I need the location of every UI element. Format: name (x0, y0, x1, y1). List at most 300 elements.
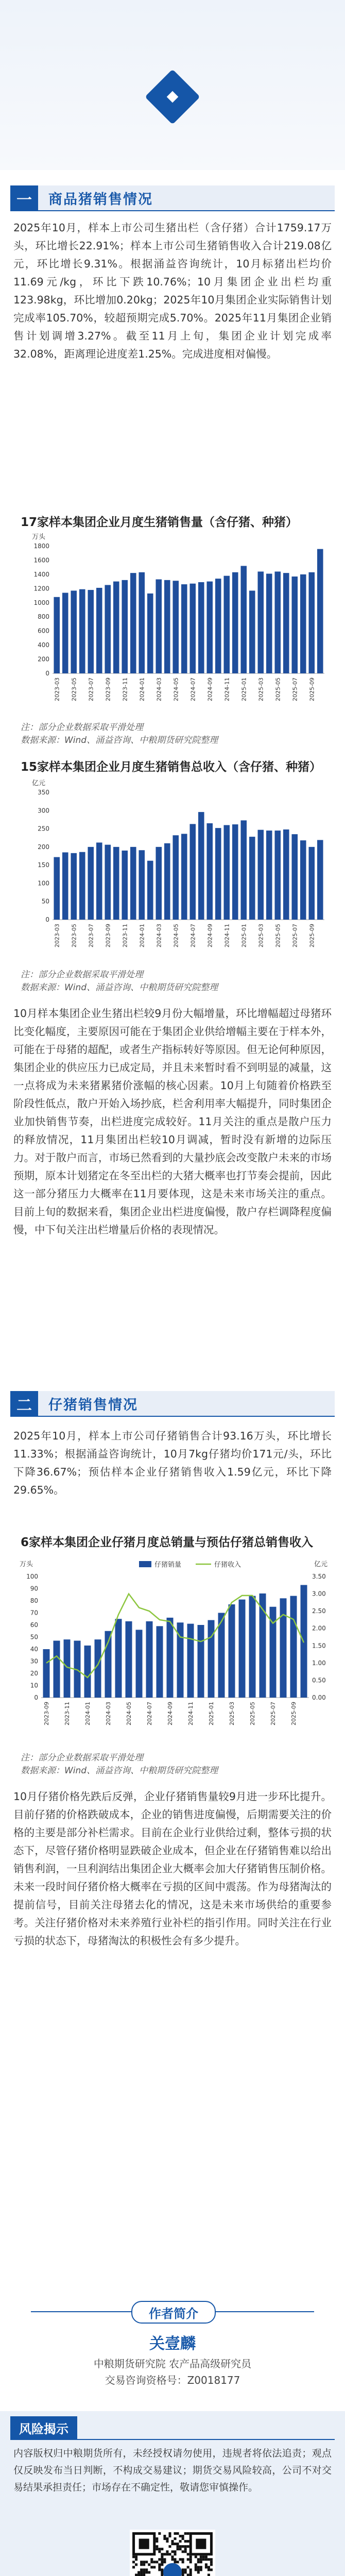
qr-module (140, 2571, 143, 2573)
qr-module (137, 2574, 140, 2576)
x-tick-label: 2025-03 (257, 924, 265, 947)
y-tick-label-left: 20 (30, 1670, 38, 1677)
y-tick-label: 250 (38, 825, 49, 833)
chart3-note: 注：部分企业数据采取平滑处理 数据来源：Wind、涌益咨询、中粮期货研究院整理 (21, 1753, 218, 1776)
qr-module (179, 2540, 182, 2543)
qr-module (197, 2558, 200, 2561)
x-tick-label: 2024-09 (206, 924, 214, 947)
x-tick-label: 2024-07 (189, 677, 197, 701)
qr-module (184, 2548, 187, 2550)
qr-module (156, 2545, 158, 2548)
bar (223, 576, 230, 673)
qr-module (208, 2568, 210, 2571)
qr-module (156, 2537, 158, 2540)
bar (300, 840, 306, 920)
y-tick-label: 100 (38, 879, 49, 887)
bar (84, 1646, 91, 1698)
y-tick-label: 300 (38, 807, 49, 815)
bar (139, 850, 145, 920)
qr-module (187, 2558, 189, 2561)
qr-module (135, 2555, 137, 2558)
bar (291, 834, 298, 920)
bar (157, 1626, 163, 1698)
bar (283, 829, 289, 920)
qr-module (174, 2561, 177, 2563)
qr-module (158, 2558, 161, 2561)
qr-module (210, 2558, 213, 2561)
bar (198, 1625, 204, 1698)
bar (54, 1641, 60, 1698)
qr-module (200, 2566, 202, 2568)
qr-module (145, 2571, 148, 2573)
bar (79, 852, 85, 920)
y-tick-label: 0 (45, 670, 49, 677)
y-tick-label-right: 2.00 (312, 1624, 326, 1632)
qr-module (195, 2563, 197, 2566)
bar (79, 589, 85, 673)
qr-module (137, 2571, 140, 2573)
qr-module (161, 2563, 163, 2566)
y-tick-label-left: 60 (30, 1621, 38, 1629)
bar (96, 588, 102, 673)
x-tick-label: 2025-09 (308, 924, 316, 947)
qr-module (163, 2558, 166, 2561)
x-tick-label: 2025-09 (308, 677, 316, 701)
qr-module (205, 2566, 208, 2568)
bar (266, 574, 272, 673)
y-tick-label: 1600 (33, 556, 49, 564)
bar (308, 572, 315, 673)
qr-module (177, 2548, 179, 2550)
y-tick-label-right: 2.50 (312, 1607, 326, 1615)
bar (308, 847, 315, 920)
y-tick-label: 1400 (33, 570, 49, 578)
bar (198, 582, 204, 673)
bar (181, 584, 187, 673)
y-tick-label-right: 3.50 (312, 1573, 326, 1580)
x-tick-label: 2024-11 (187, 1702, 194, 1725)
section-number: 一 (10, 185, 38, 211)
y-tick-label: 350 (38, 789, 49, 796)
y-tick-label-left: 90 (30, 1585, 38, 1592)
bar (206, 823, 213, 920)
qr-module (174, 2558, 177, 2561)
x-tick-label: 2023-07 (88, 924, 95, 947)
qr-module (132, 2566, 135, 2568)
qr-module (174, 2543, 177, 2545)
qr-module (140, 2568, 143, 2571)
author-title: 中粮期货研究院 农产品高级研究员 (93, 2358, 252, 2370)
qr-module (161, 2548, 163, 2550)
chart2-title: 15家样本集团企业月度生猪销售总收入（含仔猪、种猪） (21, 760, 322, 774)
y-tick-label-right: 0.50 (312, 1676, 326, 1684)
bar (249, 1596, 256, 1698)
section1-analysis: 10月样本集团企业生猪出栏较9月份大幅增量，环比增幅超过母猪环比变化幅度，主要原因可能在于集团企业供给增幅主要在于样本外，可能在于母猪的超配，或者生产指标转好等原因。但无论何种原因，集团企业的供应压力已成定局，并且未来暂时看不到明显的减量，这一点将成为未来猪累猪价涨幅的核心因素。10月上旬随着价格跌至阶段性低点，散户开始入场抄底，栏舍利用率大幅提升，同时集团企业加快销售节奏，出栏进度完成较好。11月关注的重点是散户压力的释放情况，11月集团出栏较10月调减，暂时没有新增的边际压力。对于散户而言，市场已然看到的大量抄底会改变散户未来的市场预期，原本计划猪定在冬至出栏的大猪大概率也打节奏会提前，因此这一部分猪压力大概率在11月要体现，这是未来市场关注的重点。目前上旬的数据来看，集团企业出栏进度偏慢，散户存栏调降程度偏慢，中下旬关注出栏增量后价格的表现情况。 (13, 1007, 332, 1236)
x-tick-label: 2024-11 (223, 677, 231, 701)
qr-finder (139, 2539, 149, 2549)
qr-module (135, 2574, 137, 2576)
y-tick-label: 200 (38, 843, 49, 851)
bar (54, 597, 60, 673)
qr-module (168, 2553, 171, 2555)
x-tick-label: 2024-09 (167, 1702, 174, 1725)
qr-module (168, 2545, 171, 2548)
y-tick-label-right: 0.00 (312, 1694, 326, 1701)
chart2-note: 注：部分企业数据采取平滑处理 数据来源：Wind、涌益咨询、中粮期货研究院整理 (21, 970, 218, 993)
qr-module (166, 2550, 168, 2553)
y-axis-unit: 亿元 (32, 779, 46, 787)
bar (249, 837, 255, 920)
bar (122, 580, 128, 673)
qr-module (135, 2563, 137, 2566)
legend-swatch-bar (139, 1561, 151, 1567)
qr-module (158, 2563, 161, 2566)
qr-module (177, 2545, 179, 2548)
qr-module (187, 2532, 189, 2535)
qr-module (168, 2535, 171, 2537)
qr-module (184, 2540, 187, 2543)
qr-module (182, 2550, 184, 2553)
qr-module (166, 2540, 168, 2543)
qr-module (184, 2545, 187, 2548)
x-tick-label: 2024-05 (126, 1702, 132, 1725)
bar (215, 828, 221, 920)
bar (215, 579, 221, 673)
x-tick-label: 2023-05 (71, 924, 78, 947)
section-header-1 (10, 185, 335, 211)
qr-module (177, 2543, 179, 2545)
bar (290, 1596, 297, 1698)
x-tick-label: 2024-01 (139, 924, 146, 947)
bar (240, 820, 247, 920)
x-tick-label: 2023-09 (43, 1702, 50, 1725)
chart1-title: 17家样本集团企业月度生猪销售量（含仔猪、种猪） (21, 516, 298, 529)
y-axis-unit: 万头 (32, 533, 46, 541)
qr-module (177, 2561, 179, 2563)
qr-module (163, 2561, 166, 2563)
bar (249, 590, 255, 673)
qr-module (150, 2566, 153, 2568)
qr-module (197, 2571, 200, 2573)
qr-module (158, 2532, 161, 2535)
bar (71, 853, 77, 920)
qr-module (171, 2555, 174, 2558)
x-tick-label: 2025-03 (229, 1702, 235, 1725)
qr-module (182, 2561, 184, 2563)
bar (62, 593, 68, 673)
bar (283, 573, 289, 673)
bar (300, 574, 306, 673)
x-tick-label: 2023-11 (122, 677, 129, 701)
qr-module (161, 2558, 163, 2561)
bar (189, 824, 196, 920)
x-tick-label: 2023-03 (54, 677, 61, 701)
bar (126, 1621, 132, 1698)
y-tick-label: 1000 (33, 599, 49, 606)
x-tick-label: 2023-11 (64, 1702, 71, 1725)
qr-module (161, 2553, 163, 2555)
y-tick-label-left: 30 (30, 1657, 38, 1665)
x-tick-label: 2025-05 (274, 924, 282, 947)
qr-module (166, 2537, 168, 2540)
x-tick-label: 2025-01 (240, 677, 248, 701)
bar (54, 857, 60, 920)
bar (274, 831, 281, 920)
x-tick-label: 2024-07 (189, 924, 197, 947)
x-tick-label: 2024-05 (173, 677, 180, 701)
bar (130, 573, 136, 673)
qr-module (143, 2568, 145, 2571)
qr-module (171, 2550, 174, 2553)
qr-module (189, 2555, 192, 2558)
qr-module (168, 2532, 171, 2535)
bar (156, 847, 162, 920)
bar (189, 584, 196, 673)
bar (43, 1649, 50, 1698)
qr-module (153, 2566, 156, 2568)
bar (105, 585, 111, 673)
y-axis-unit-right: 亿元 (314, 1561, 328, 1568)
qr-module (187, 2566, 189, 2568)
bar (232, 572, 238, 673)
bar (291, 577, 298, 673)
qr-module (140, 2574, 143, 2576)
qr-module (143, 2561, 145, 2563)
qr-module (150, 2561, 153, 2563)
qr-module (184, 2550, 187, 2553)
section2-paragraph: 2025年10月，样本上市公司仔猪销售合计93.16万头，环比增长11.33%；根据涌益咨询统计，10月7kg仔猪均价171元/头，环比下降36.67%；预估样本企业仔猪销售收入1.59亿元，环比下降29.65%。 (13, 1430, 332, 1496)
bar (257, 571, 264, 673)
qr-module (184, 2532, 187, 2535)
x-tick-label: 2023-11 (122, 924, 129, 947)
qr-module (187, 2540, 189, 2543)
bar (147, 594, 153, 673)
x-tick-label: 2023-07 (88, 677, 95, 701)
qr-module (195, 2555, 197, 2558)
qr-module (197, 2568, 200, 2571)
x-tick-label: 2025-07 (291, 677, 299, 701)
qr-module (156, 2540, 158, 2543)
y-tick-label-right: 3.00 (312, 1590, 326, 1598)
qr-module (200, 2561, 202, 2563)
x-tick-label: 2024-03 (156, 924, 163, 947)
bar (113, 582, 119, 673)
qr-module (158, 2548, 161, 2550)
x-tick-label: 2023-09 (105, 677, 112, 701)
x-tick-label: 2024-01 (84, 1702, 91, 1725)
bar (317, 549, 323, 673)
y-tick-label-left: 0 (34, 1694, 38, 1701)
qr-module (195, 2566, 197, 2568)
x-tick-label: 2025-07 (291, 924, 299, 947)
qr-module (182, 2574, 184, 2576)
x-tick-label: 2025-07 (270, 1702, 277, 1725)
section2-analysis: 10月仔猪价格先跌后反弹，企业仔猪销售量较9月进一步环比提升。目前仔猪的价格跌破成本，企业的销售进度偏慢，后期需要关注的价格的主要是部分补栏需求。目前在企业行业供给过剩，整体亏损的状态下，尽管仔猪价格明显跌破企业成本，但企业在仔猪销售难以给出销售利润，一旦利润结出集团企业大概率会加大仔猪销售压制价格。未来一段时间仔猪价格大概率在亏损的区间中震荡。作为母猪淘汰的提前信号，目前关注母猪去化的情况，这是未来市场供给的重要参考。关注仔猪价格对未来养殖行业补栏的指引作用。同时关注在行业亏损的状态下，母猪淘汰的积极性会有多少提升。 (13, 1790, 332, 1947)
qr-module (158, 2566, 161, 2568)
bar (88, 847, 94, 920)
qr-module (143, 2571, 145, 2573)
qr-module (205, 2558, 208, 2561)
section-number: 二 (10, 1391, 38, 1417)
x-tick-label: 2023-05 (71, 677, 78, 701)
qr-module (148, 2571, 150, 2573)
y-tick-label: 800 (38, 613, 49, 621)
bar (181, 834, 187, 920)
qr-module (208, 2566, 210, 2568)
chart3-combo-chart (15, 1556, 335, 1747)
bar (113, 847, 119, 920)
qr-module (189, 2571, 192, 2573)
x-tick-label: 2023-09 (105, 924, 112, 947)
divider (31, 2311, 131, 2312)
x-tick-label: 2025-01 (208, 1702, 215, 1725)
x-tick-label: 2025-03 (257, 677, 265, 701)
bar (229, 1604, 235, 1698)
x-tick-label: 2025-05 (249, 1702, 256, 1725)
qr-module (156, 2561, 158, 2563)
y-tick-label-left: 10 (30, 1682, 38, 1689)
qr-module (189, 2568, 192, 2571)
qr-module (182, 2537, 184, 2540)
bar (96, 842, 102, 920)
section-title: 仔猪销售情况 (38, 1391, 335, 1417)
y-tick-label: 50 (41, 897, 49, 905)
x-tick-label: 2025-05 (274, 677, 282, 701)
qr-module (189, 2561, 192, 2563)
qr-module (171, 2558, 174, 2561)
qr-module (208, 2558, 210, 2561)
qr-module (182, 2571, 184, 2573)
bar (206, 582, 213, 673)
qr-module (140, 2563, 143, 2566)
y-tick-label: 400 (38, 641, 49, 649)
legend-label: 仔猪销量 (154, 1561, 182, 1569)
qr-module (174, 2537, 177, 2540)
author-pill: 作者简介 (131, 2301, 216, 2324)
qr-module (171, 2540, 174, 2543)
qr-module (161, 2568, 163, 2571)
qr-module (189, 2574, 192, 2576)
qr-code[interactable] (130, 2530, 215, 2576)
bar (239, 1600, 246, 1698)
qr-module (163, 2537, 166, 2540)
y-tick-label-right: 1.00 (312, 1659, 326, 1667)
qr-module (143, 2574, 145, 2576)
y-tick-label-left: 40 (30, 1646, 38, 1653)
x-tick-label: 2023-03 (54, 924, 61, 947)
y-tick-label-left: 50 (30, 1633, 38, 1641)
qr-module (145, 2568, 148, 2571)
x-tick-label: 2024-03 (156, 677, 163, 701)
bar (167, 1618, 174, 1698)
bar (280, 1598, 287, 1698)
x-tick-label: 2024-01 (139, 677, 146, 701)
bar (130, 847, 136, 920)
bar (208, 1620, 215, 1698)
bar (122, 851, 128, 920)
qr-module (143, 2563, 145, 2566)
qr-module (166, 2553, 168, 2555)
y-tick-label-left: 70 (30, 1609, 38, 1617)
x-tick-label: 2025-01 (240, 924, 248, 947)
y-tick-label: 0 (45, 916, 49, 923)
qr-module (161, 2571, 163, 2573)
qr-module (179, 2535, 182, 2537)
bar (136, 1630, 143, 1698)
chart1-note: 注：部分企业数据采取平滑处理 数据来源：Wind、涌益咨询、中粮期货研究院整理 (21, 722, 218, 745)
bar (164, 843, 170, 920)
qr-module (161, 2574, 163, 2576)
qr-module (140, 2561, 143, 2563)
chart1-bar-chart (21, 532, 330, 722)
bar (240, 566, 247, 673)
bar (115, 1619, 122, 1698)
qr-module (205, 2555, 208, 2558)
x-tick-label: 2025-09 (290, 1702, 297, 1725)
qr-module (202, 2558, 205, 2561)
bar (146, 1621, 153, 1698)
qr-module (200, 2568, 202, 2571)
bar (173, 581, 179, 673)
qr-module (189, 2558, 192, 2561)
qr-module (161, 2561, 163, 2563)
qr-module (161, 2555, 163, 2558)
qr-module (184, 2571, 187, 2573)
bar (156, 579, 162, 673)
bar (164, 580, 170, 673)
y-tick-label: 600 (38, 627, 49, 635)
y-tick-label: 1200 (33, 585, 49, 592)
qr-module (148, 2563, 150, 2566)
chart3-title: 6家样本集团企业仔猪月度总销量与预估仔猪总销售收入 (21, 1536, 314, 1549)
qr-module (174, 2550, 177, 2553)
qr-module (156, 2548, 158, 2550)
qr-module (135, 2558, 137, 2561)
qr-module (208, 2574, 210, 2576)
qr-module (202, 2555, 205, 2558)
qr-module (184, 2568, 187, 2571)
qr-module (158, 2550, 161, 2553)
legend-label: 仔猪收入 (214, 1561, 242, 1569)
bar (147, 861, 153, 920)
qr-module (210, 2561, 213, 2563)
y-tick-label-left: 80 (30, 1597, 38, 1604)
bar (223, 825, 230, 920)
bar (198, 812, 204, 920)
section-header-2 (10, 1391, 335, 1417)
qr-module (205, 2563, 208, 2566)
risk-label: 风险揭示 (10, 2416, 77, 2439)
bar (173, 835, 179, 920)
section-title: 商品猪销售情况 (38, 185, 335, 211)
y-tick-label-right: 1.50 (312, 1642, 326, 1650)
y-axis-unit-left: 万头 (20, 1561, 33, 1568)
qr-module (174, 2532, 177, 2535)
qr-module (200, 2555, 202, 2558)
qr-module (132, 2561, 135, 2563)
qr-module (187, 2545, 189, 2548)
qr-module (182, 2535, 184, 2537)
qr-module (182, 2545, 184, 2548)
x-tick-label: 2024-03 (105, 1702, 112, 1725)
divider (214, 2311, 314, 2312)
bar (62, 852, 68, 920)
x-tick-label: 2024-09 (206, 677, 214, 701)
bar (88, 590, 94, 673)
bar (317, 840, 323, 920)
author-name: 关壹麟 (149, 2335, 196, 2353)
qr-module (197, 2566, 200, 2568)
